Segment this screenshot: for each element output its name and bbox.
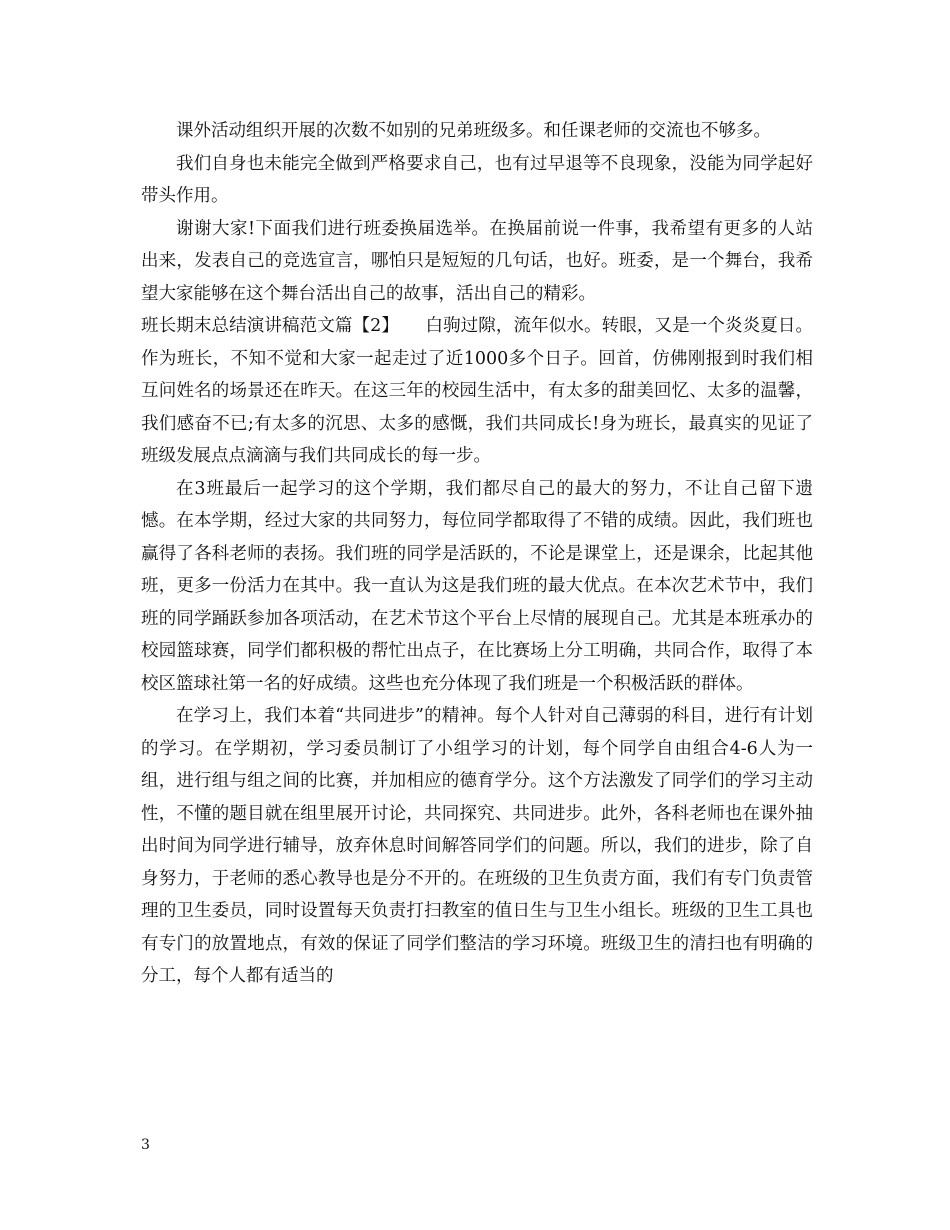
paragraph-election: 谢谢大家!下面我们进行班委换届选举。在换届前说一件事，我希望有更多的人站出来，发表自己的竞选宣言，哪怕只是短短的几句话，也好。班委，是一个舞台，我希望大家能够在这个舞台活出自己的故事，活出自己的精彩。 (141, 218, 813, 304)
paragraph-section-2-heading: 班长期末总结演讲稿范文篇【2】 白驹过隙，流年似水。转眼，又是一个炎炎夏日。作为班长，不知不觉和大家一起走过了近1000多个日子。回首，仿佛刚报到时我们相互问姓名的场景还在昨天。在这三年的校园生活中，有太多的甜美回忆、太多的温馨，我们感奋不已;有太多的沉思、太多的感慨，我们共同成长!身为班长，最真实的见证了班级发展点点滴滴与我们共同成长的每一步。 (141, 316, 813, 466)
paragraph-activities: 课外活动组织开展的次数不如别的兄弟班级多。和任课老师的交流也不够多。 (176, 121, 771, 141)
paragraph-self-discipline: 我们自身也未能完全做到严格要求自己，也有过早退等不良现象，没能为同学起好带头作用。 (141, 153, 813, 206)
paragraph-study-and-hygiene: 在学习上，我们本着“共同进步”的精神。每个人针对自己薄弱的科目，进行有计划的学习。在学期初，学习委员制订了小组学习的计划，每个同学自由组合4-6人为一组，进行组与组之间的比赛，并加相应的德育学分。这个方法激发了同学们的学习主动性，不懂的题目就在组里展开讨论，共同探究、共同进步。此外，各科老师也在课外抽出时间为同学进行辅导，放弃休息时间解答同学们的问题。所以，我们的进步，除了自身努力，于老师的悉心教导也是分不开的。在班级的卫生负责方面，我们有专门负责管理的卫生委员，同时设置每天负责打扫教室的值日生与卫生小组长。班级的卫生工具也有专门的放置地点，有效的保证了同学们整洁的学习环境。班级卫生的清扫也有明确的分工，每个人都有适当的 (141, 706, 813, 986)
page-number: 3 (141, 1137, 150, 1153)
paragraph-class-achievements: 在3班最后一起学习的这个学期，我们都尽自己的最大的努力，不让自己留下遗憾。在本学期，经过大家的共同努力，每位同学都取得了不错的成绩。因此，我们班也赢得了各科老师的表扬。我们班的同学是活跃的，不论是课堂上，还是课余，比起其他班，更多一份活力在其中。我一直认为这是我们班的最大优点。在本次艺术节中，我们班的同学踊跃参加各项活动，在艺术节这个平台上尽情的展现自己。尤其是本班承办的校园篮球赛，同学们都积极的帮忙出点子，在比赛场上分工明确，共同合作，取得了本校区篮球社第一名的好成绩。这些也充分体现了我们班是一个积极活跃的群体。 (141, 478, 813, 694)
document-body (141, 115, 813, 993)
